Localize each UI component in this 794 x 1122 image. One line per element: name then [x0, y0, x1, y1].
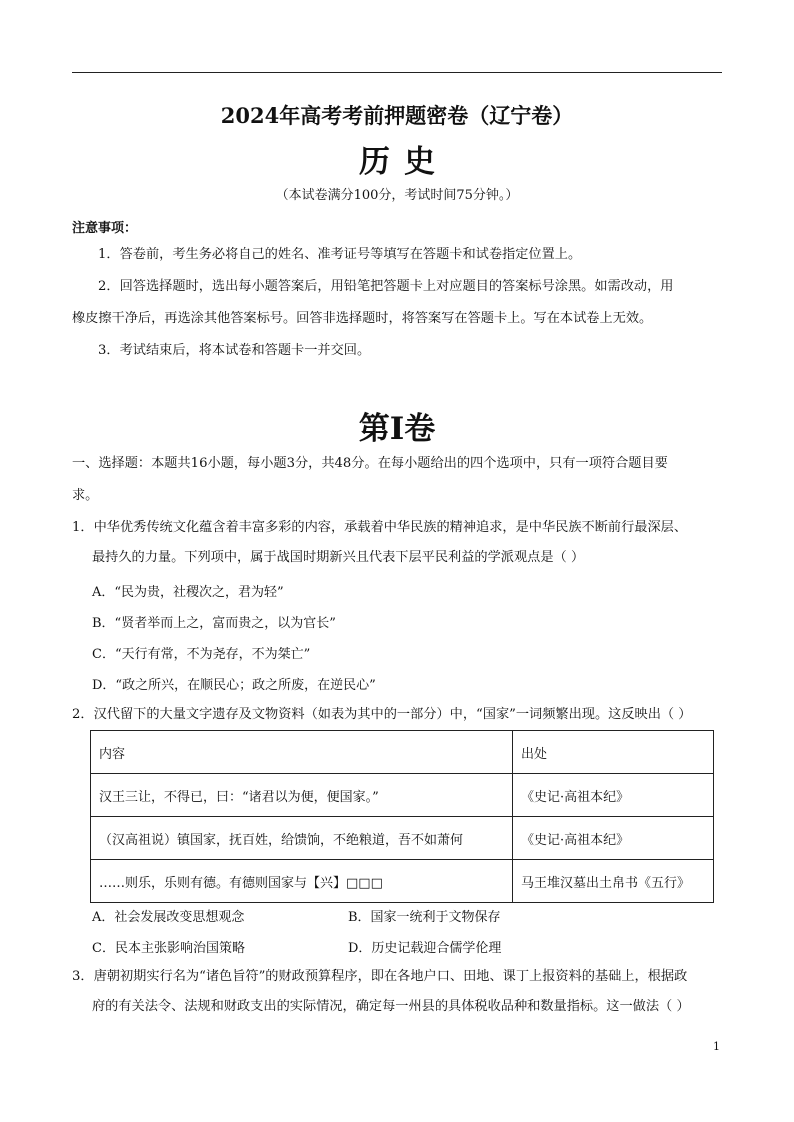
note-item-1: 1．答卷前，考生务必将自己的姓名、准考证号等填写在答题卡和试卷指定位置上。 [98, 247, 582, 262]
question-2-option-c: C．民本主张影响治国策略 [92, 941, 245, 956]
part-title: 第I卷 [358, 411, 436, 447]
table-cell: 马王堆汉墓出土帛书《五行》 [513, 860, 714, 903]
table-row [91, 860, 714, 903]
table-header-source: 出处 [513, 731, 714, 774]
question-3-line-2: 府的有关法令、法规和财政支出的实际情况，确定每一州县的具体税收品种和数量指标。这一做法（ ） [92, 999, 690, 1014]
source-table [90, 730, 714, 903]
section-instruction-line-1: 一、选择题：本题共16小题，每小题3分，共48分。在每小题给出的四个选项中，只有一项符合题目要 [72, 456, 668, 471]
question-3-line-1: 3．唐朝初期实行名为“诸色旨符”的财政预算程序，即在各地户口、田地、课丁上报资料的基础上，根据政 [72, 969, 688, 984]
notes-heading: 注意事项： [72, 221, 138, 236]
question-2-option-b: B．国家一统利于文物保存 [348, 910, 501, 925]
question-2-option-a: A．社会发展改变思想观念 [92, 910, 245, 925]
table-cell: 《史记·高祖本纪》 [513, 817, 714, 860]
table-row [91, 774, 714, 817]
note-item-3: 3．考试结束后，将本试卷和答题卡一并交回。 [98, 343, 371, 358]
table-cell: 汉王三让，不得已，曰：“诸君以为便，便国家。” [91, 774, 513, 817]
question-1-option-c: C．“天行有常，不为尧存，不为桀亡” [92, 647, 311, 662]
section-instruction-line-2: 求。 [72, 488, 99, 503]
question-1-line-1: 1．中华优秀传统文化蕴含着丰富多彩的内容，承载着中华民族的精神追求，是中华民族不断前行最深层、 [72, 520, 688, 535]
question-1-option-d: D．“政之所兴，在顺民心；政之所废，在逆民心” [92, 678, 376, 693]
header-rule [72, 72, 722, 73]
exam-title: 2024年高考考前押题密卷（辽宁卷） [220, 103, 574, 128]
note-item-2-line-1: 2．回答选择题时，选出每小题答案后，用铅笔把答题卡上对应题目的答案标号涂黑。如需改动，用 [98, 279, 674, 294]
subject-title: 历史 [359, 144, 449, 180]
table-header-content: 内容 [91, 731, 513, 774]
table-header-row [91, 731, 714, 774]
question-1-option-b: B．“贤者举而上之，富而贵之，以为官长” [92, 616, 336, 631]
table-cell: ……则乐，乐则有德。有德则国家与【兴】□□□ [91, 860, 513, 903]
question-1-option-a: A．“民为贵，社稷次之，君为轻” [92, 585, 284, 600]
note-item-2-line-2: 橡皮擦干净后，再选涂其他答案标号。回答非选择题时，将答案写在答题卡上。写在本试卷上无效。 [72, 311, 653, 326]
question-2-stem: 2．汉代留下的大量文字遗存及文物资料（如表为其中的一部分）中，“国家”一词频繁出现。这反映出（ ） [72, 707, 692, 722]
question-1-line-2: 最持久的力量。下列项中，属于战国时期新兴且代表下层平民利益的学派观点是（ ） [92, 550, 585, 565]
table-row [91, 817, 714, 860]
question-2-option-d: D．历史记载迎合儒学伦理 [348, 941, 502, 956]
exam-meta: （本试卷满分100分，考试时间75分钟。） [275, 188, 519, 203]
table-cell: （汉高祖说）镇国家，抚百姓，给馈饷，不绝粮道，吾不如萧何 [91, 817, 513, 860]
table-cell: 《史记·高祖本纪》 [513, 774, 714, 817]
page-number: 1 [713, 1040, 720, 1053]
